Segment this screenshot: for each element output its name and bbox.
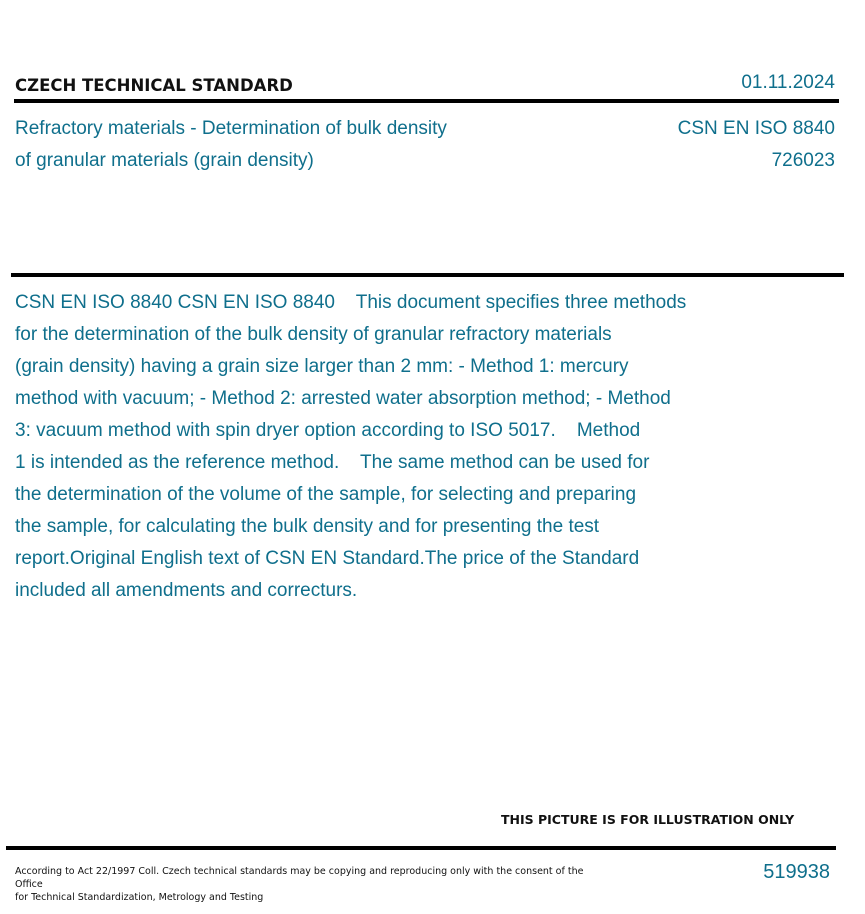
issue-date: 01.11.2024	[741, 72, 835, 93]
standard-title-line-1: Refractory materials - Determination of bulk density	[15, 118, 447, 139]
legal-notice	[15, 865, 585, 904]
classification-number: 726023	[771, 150, 835, 171]
standard-title-line-2: of granular materials (grain density)	[15, 150, 314, 171]
document-number: 519938	[763, 861, 830, 883]
abstract-text: CSN EN ISO 8840 CSN EN ISO 8840 This document specifies three methods for the determination of the bulk density of granular refractory materials (grain density) having a grain size larger than 2 mm: - Method 1: mercury method with vacuum; - Method 2: arrested water absorption method; - Method 3: vacuum method with spin dryer option according to ISO 5017. Method 1 is intended as the reference method. The same method can be used for the determination of the volume of the sample, for selecting and preparing the sample, for calculating the bulk density and for presenting the test report.Original English text of CSN EN Standard.The price of the Standard included all amendments and correcturs.	[15, 292, 687, 601]
title-divider	[11, 273, 844, 277]
footer-divider	[6, 846, 836, 850]
legal-notice-line-1: According to Act 22/1997 Coll. Czech technical standards may be copying and reproducing only with the consent of the Office	[15, 866, 584, 890]
document-type-label: CZECH TECHNICAL STANDARD	[15, 76, 293, 95]
illustration-note: THIS PICTURE IS FOR ILLUSTRATION ONLY	[501, 812, 795, 827]
legal-notice-line-2: for Technical Standardization, Metrology and Testing	[15, 892, 264, 903]
header-divider	[14, 99, 839, 103]
standard-code: CSN EN ISO 8840	[677, 118, 835, 139]
